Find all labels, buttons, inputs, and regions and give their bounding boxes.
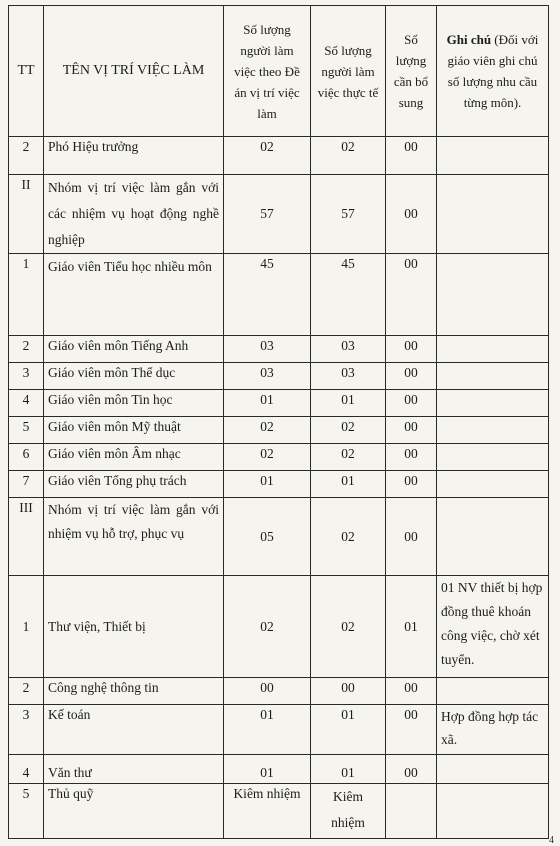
row-name: Giáo viên môn Tin học: [44, 390, 224, 417]
row-note: [437, 417, 549, 444]
row-additional: 00: [386, 678, 437, 705]
row-additional: 00: [386, 444, 437, 471]
row-additional: 00: [386, 498, 437, 576]
row-tt: 3: [9, 363, 44, 390]
row-name: Công nghệ thông tin: [44, 678, 224, 705]
row-planned: 45: [224, 254, 311, 336]
row-tt: 5: [9, 417, 44, 444]
row-actual: 03: [311, 336, 386, 363]
table-row: [9, 755, 549, 784]
row-note: 01 NV thiết bị hợp đồng thuê khoán công việc, chờ xét tuyển.: [437, 576, 549, 678]
header-notes-bold: Ghi chú: [446, 32, 492, 47]
row-actual: 02: [311, 498, 386, 576]
row-tt: 1: [9, 576, 44, 678]
header-tt: TT: [9, 6, 44, 137]
row-tt: 5: [9, 784, 44, 839]
row-note: [437, 254, 549, 336]
row-planned: 03: [224, 363, 311, 390]
table-row: [9, 705, 549, 755]
row-name: Giáo viên môn Âm nhạc: [44, 444, 224, 471]
row-name: Nhóm vị trí việc làm gắn với các nhiệm vụ hoạt động nghề nghiệp: [44, 175, 224, 254]
row-name: Nhóm vị trí việc làm gắn với nhiệm vụ hỗ trợ, phục vụ: [44, 498, 224, 576]
row-planned: 02: [224, 576, 311, 678]
table-row-group: [9, 498, 549, 576]
row-name: Phó Hiệu trưởng: [44, 137, 224, 175]
row-planned: 01: [224, 471, 311, 498]
row-actual: 02: [311, 444, 386, 471]
page-number: 4: [549, 835, 554, 846]
row-planned: Kiêm nhiệm: [224, 784, 311, 839]
table-row-group: [9, 175, 549, 254]
row-planned: 03: [224, 336, 311, 363]
header-row: [9, 6, 549, 137]
row-name: Văn thư: [44, 755, 224, 784]
row-tt: 7: [9, 471, 44, 498]
row-additional: 00: [386, 254, 437, 336]
row-actual: 02: [311, 576, 386, 678]
row-planned: 00: [224, 678, 311, 705]
row-actual: 00: [311, 678, 386, 705]
row-note: [437, 336, 549, 363]
row-note: [437, 498, 549, 576]
row-tt: 3: [9, 705, 44, 755]
row-actual: 02: [311, 137, 386, 175]
row-additional: 01: [386, 576, 437, 678]
table-row: [9, 390, 549, 417]
row-actual: Kiêm nhiệm: [311, 784, 386, 839]
row-additional: 00: [386, 175, 437, 254]
header-notes: [437, 6, 549, 137]
staffing-table: [8, 5, 549, 839]
table-row: [9, 363, 549, 390]
row-actual: 01: [311, 755, 386, 784]
table-row: [9, 678, 549, 705]
row-planned: 05: [224, 498, 311, 576]
row-actual: 03: [311, 363, 386, 390]
header-notes-text: (Đối với giáo viên ghi chú số lượng nhu cầu từng môn).: [447, 32, 539, 110]
row-tt: 1: [9, 254, 44, 336]
row-name: Thủ quỹ: [44, 784, 224, 839]
table-row: [9, 254, 549, 336]
row-planned: 01: [224, 705, 311, 755]
row-tt: 2: [9, 678, 44, 705]
row-tt: II: [9, 175, 44, 254]
table-row: [9, 417, 549, 444]
row-name: Giáo viên môn Mỹ thuật: [44, 417, 224, 444]
row-name: Giáo viên môn Tiếng Anh: [44, 336, 224, 363]
row-additional: 00: [386, 390, 437, 417]
row-actual: 02: [311, 417, 386, 444]
table-row: [9, 471, 549, 498]
row-name: Thư viện, Thiết bị: [44, 576, 224, 678]
row-name: Giáo viên Tiểu học nhiều môn: [44, 254, 224, 336]
row-actual: 01: [311, 390, 386, 417]
row-planned: 02: [224, 417, 311, 444]
header-planned-count: Số lượng người làm việc theo Đề án vị trí việc làm: [224, 6, 311, 137]
row-additional: 00: [386, 471, 437, 498]
row-actual: 45: [311, 254, 386, 336]
row-name: Giáo viên Tổng phụ trách: [44, 471, 224, 498]
row-additional: 00: [386, 363, 437, 390]
row-tt: 6: [9, 444, 44, 471]
row-actual: 01: [311, 471, 386, 498]
table-row: [9, 336, 549, 363]
row-actual: 57: [311, 175, 386, 254]
row-note: [437, 363, 549, 390]
row-additional: 00: [386, 705, 437, 755]
row-note: [437, 137, 549, 175]
row-planned: 01: [224, 755, 311, 784]
row-additional: 00: [386, 417, 437, 444]
row-note: [437, 755, 549, 784]
header-position-name: TÊN VỊ TRÍ VIỆC LÀM: [44, 6, 224, 137]
row-name: Kế toán: [44, 705, 224, 755]
row-actual: 01: [311, 705, 386, 755]
row-note: [437, 678, 549, 705]
row-tt: 4: [9, 390, 44, 417]
row-tt: 2: [9, 336, 44, 363]
table-row: [9, 137, 549, 175]
row-name: Giáo viên môn Thể dục: [44, 363, 224, 390]
row-additional: 00: [386, 755, 437, 784]
table-row: [9, 784, 549, 839]
row-additional: [386, 784, 437, 839]
row-tt: 4: [9, 755, 44, 784]
row-planned: 02: [224, 444, 311, 471]
row-additional: 00: [386, 336, 437, 363]
row-tt: 2: [9, 137, 44, 175]
row-note: [437, 390, 549, 417]
row-note: [437, 175, 549, 254]
row-planned: 57: [224, 175, 311, 254]
row-tt: III: [9, 498, 44, 576]
header-actual-count: Số lượng người làm việc thực tế: [311, 6, 386, 137]
table-row: [9, 444, 549, 471]
row-planned: 02: [224, 137, 311, 175]
row-note: [437, 471, 549, 498]
row-note: Hợp đồng hợp tác xã.: [437, 705, 549, 755]
row-additional: 00: [386, 137, 437, 175]
header-additional-count: Số lượng cần bổ sung: [386, 6, 437, 137]
row-planned: 01: [224, 390, 311, 417]
table-row: [9, 576, 549, 678]
row-note: [437, 444, 549, 471]
row-note: [437, 784, 549, 839]
